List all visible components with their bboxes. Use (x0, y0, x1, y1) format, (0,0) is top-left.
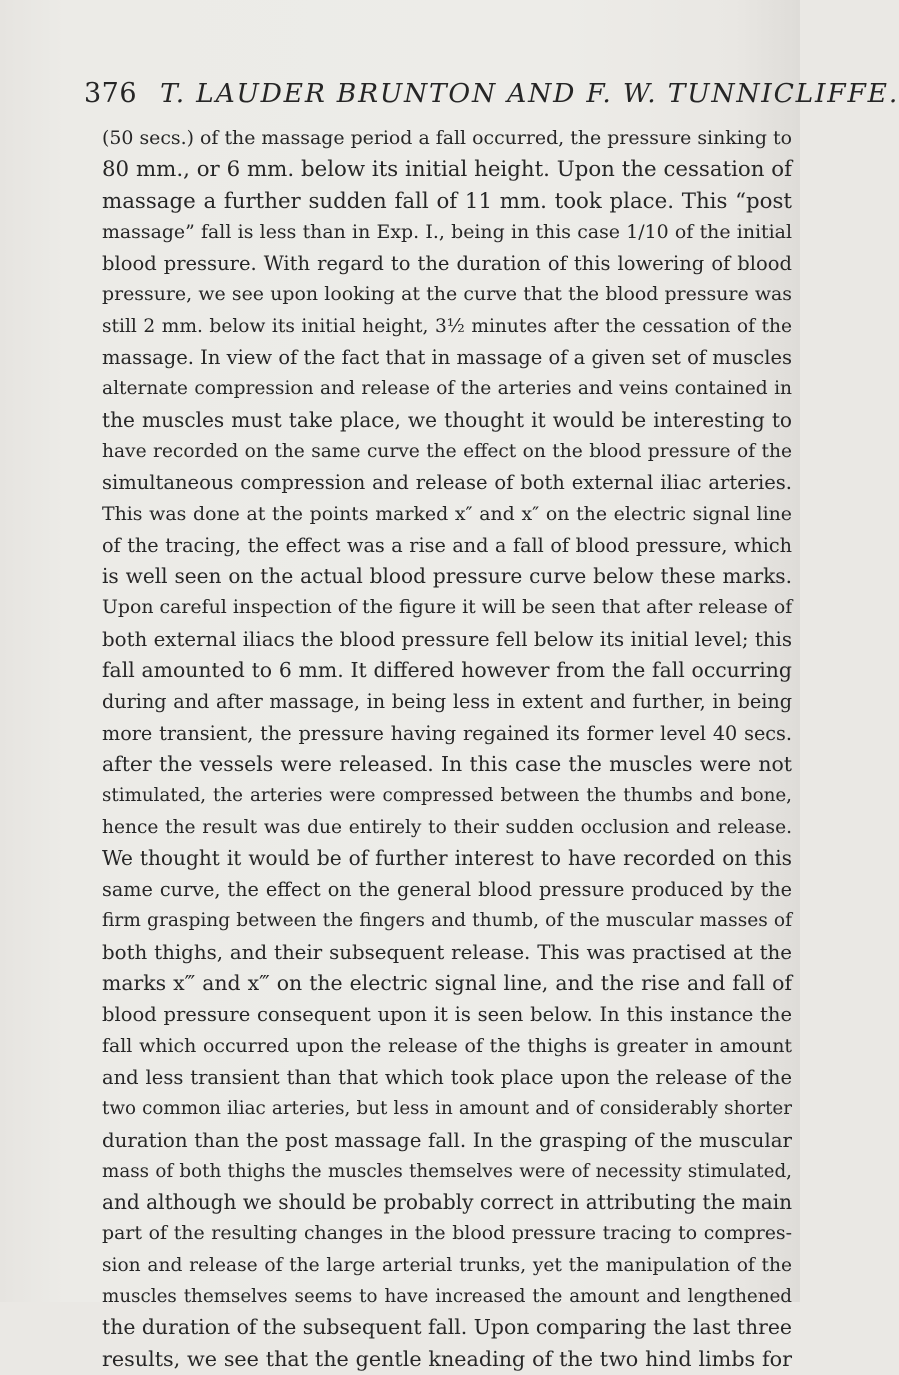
text-line: firm grasping between the fingers and thumb, of the muscular masses of (102, 910, 792, 932)
text-line: blood pressure. With regard to the duration of this lowering of blood (102, 252, 792, 276)
text-line: during and after massage, in being less in extent and further, in being (102, 690, 792, 714)
text-line: same curve, the effect on the general blood pressure produced by the (102, 878, 792, 902)
running-head: T. LAUDER BRUNTON AND F. W. TUNNICLIFFE. (160, 78, 899, 109)
text-line: is well seen on the actual blood pressure curve below these marks. (102, 564, 792, 589)
text-line: marks x‴ and x‴ on the electric signal line, and the rise and fall of (102, 971, 792, 996)
text-line: sion and release of the large arterial trunks, yet the manipulation of the (102, 1254, 792, 1276)
body-text (102, 123, 792, 1375)
text-line: duration than the post massage fall. In the grasping of the muscular (102, 1128, 792, 1152)
text-line: Upon careful inspection of the figure it will be seen that after release of (102, 596, 793, 619)
text-line: more transient, the pressure having regained its former level 40 secs. (102, 721, 792, 745)
text-line: stimulated, the arteries were compressed between the thumbs and bone, (102, 785, 792, 807)
text-line: of the tracing, the effect was a rise and a fall of blood pressure, which (102, 533, 792, 557)
text-line: have recorded on the same curve the effect on the blood pressure of the (102, 440, 792, 462)
text-line: after the vessels were released. In this case the muscles were not (102, 751, 792, 776)
text-line: fall amounted to 6 mm. It differed however from the fall occurring (102, 658, 792, 683)
text-line: This was done at the points marked x″ and x″ on the electric signal line (102, 502, 792, 525)
text-line: fall which occurred upon the release of the thighs is greater in amount (102, 1034, 792, 1057)
text-line: massage a further sudden fall of 11 mm. took place. This “post (102, 188, 792, 214)
page-header (84, 78, 899, 118)
text-line: massage” fall is less than in Exp. I., being in this case 1/10 of the initial (102, 220, 792, 243)
text-line: part of the resulting changes in the blood pressure tracing to compres- (102, 1222, 792, 1245)
text-line: pressure, we see upon looking at the curve that the blood pressure was (102, 283, 792, 306)
text-line: both external iliacs the blood pressure fell below its initial level; this (102, 627, 792, 651)
text-line: massage. In view of the fact that in massage of a given set of muscles (102, 346, 792, 370)
text-line: alternate compression and release of the arteries and veins contained in (102, 378, 792, 400)
text-line: (50 secs.) of the massage period a fall occurred, the pressure sinking to (102, 127, 792, 149)
text-line: still 2 mm. below its initial height, 3½ minutes after the cessation of the (102, 315, 792, 337)
text-line: 80 mm., or 6 mm. below its initial height. Upon the cessation of (102, 157, 792, 183)
text-line: muscles themselves seems to have increased the amount and lengthened (102, 1285, 792, 1307)
text-line: blood pressure consequent upon it is seen below. In this instance the (102, 1003, 792, 1027)
text-line: simultaneous compression and release of both external iliac arteries. (102, 471, 792, 495)
text-line: both thighs, and their subsequent release. This was practised at the (102, 940, 792, 964)
text-line: the duration of the subsequent fall. Upon comparing the last three (102, 1315, 792, 1340)
page-number: 376 (84, 78, 138, 109)
text-line: two common iliac arteries, but less in amount and of considerably shorter (102, 1098, 792, 1120)
text-line: and less transient than that which took place upon the release of the (102, 1065, 792, 1089)
text-line: hence the result was due entirely to their sudden occlusion and release. (102, 816, 792, 838)
text-line: mass of both thighs the muscles themselves were of necessity stimulated, (102, 1160, 792, 1182)
text-line: the muscles must take place, we thought it would be interesting to (102, 407, 792, 432)
text-line: results, we see that the gentle kneading of the two hind limbs for (102, 1346, 792, 1371)
text-line: We thought it would be of further interest to have recorded on this (102, 845, 792, 870)
text-line: and although we should be probably correct in attributing the main (102, 1190, 793, 1215)
